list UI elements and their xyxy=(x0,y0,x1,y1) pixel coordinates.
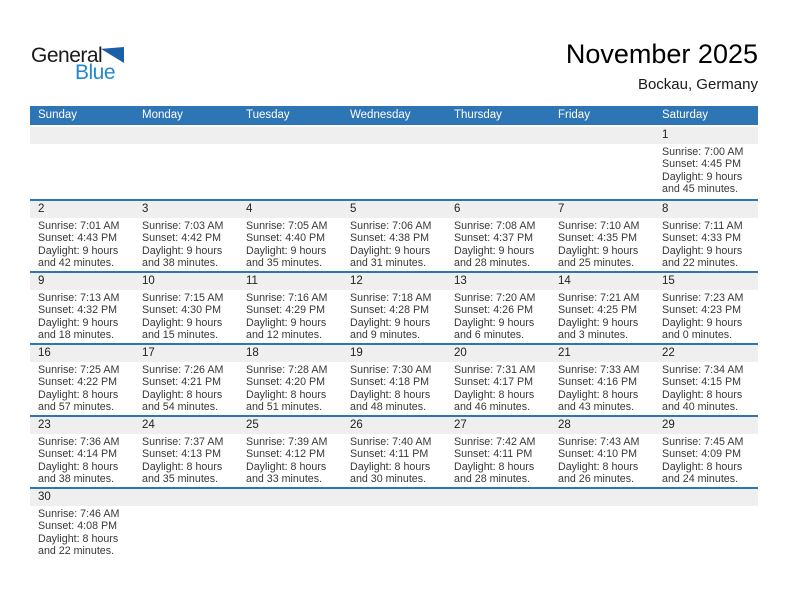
day-detail-line: and 43 minutes. xyxy=(558,401,635,414)
day-number xyxy=(238,489,342,506)
day-detail-line: and 22 minutes. xyxy=(38,545,115,558)
empty-day-cell xyxy=(550,127,654,199)
day-detail-line: Daylight: 8 hours xyxy=(454,388,535,401)
day-detail-line: and 25 minutes. xyxy=(558,257,635,270)
day-details xyxy=(342,434,446,486)
day-details xyxy=(654,434,758,486)
day-detail-line: and 9 minutes. xyxy=(350,329,421,342)
day-detail-line: Daylight: 8 hours xyxy=(38,460,119,473)
weekday-thursday: Thursday xyxy=(454,109,502,121)
day-cell xyxy=(550,273,654,343)
day-number xyxy=(238,127,342,144)
day-detail-line: Daylight: 8 hours xyxy=(142,460,223,473)
day-number xyxy=(550,127,654,144)
day-number: 23 xyxy=(30,417,134,434)
empty-day-cell xyxy=(342,489,446,559)
day-detail-line: Sunset: 4:10 PM xyxy=(558,448,638,461)
empty-day-cell xyxy=(446,127,550,199)
page-title: November 2025 xyxy=(565,39,758,69)
day-cell xyxy=(654,201,758,271)
day-detail-line: and 38 minutes. xyxy=(142,257,219,270)
day-number xyxy=(550,489,654,506)
day-details xyxy=(134,290,238,342)
day-cell xyxy=(654,345,758,415)
day-detail-line: Daylight: 9 hours xyxy=(38,244,119,257)
day-detail-line: Sunrise: 7:08 AM xyxy=(454,220,536,232)
day-detail-line: and 40 minutes. xyxy=(662,401,739,414)
day-number: 2 xyxy=(30,201,134,218)
day-details xyxy=(342,506,446,508)
day-detail-line: Sunrise: 7:40 AM xyxy=(350,436,432,448)
day-detail-line: and 24 minutes. xyxy=(662,473,739,486)
day-detail-line: Daylight: 8 hours xyxy=(350,388,431,401)
day-detail-line: Daylight: 8 hours xyxy=(38,532,119,545)
day-details xyxy=(550,506,654,508)
day-number xyxy=(134,127,238,144)
day-detail-line: Daylight: 9 hours xyxy=(662,170,743,183)
day-detail-line: and 42 minutes. xyxy=(38,257,115,270)
day-detail-line: and 38 minutes. xyxy=(38,473,115,486)
day-details xyxy=(654,362,758,414)
day-number: 3 xyxy=(134,201,238,218)
empty-day-cell xyxy=(238,489,342,559)
day-number xyxy=(30,127,134,144)
day-detail-line: Sunset: 4:32 PM xyxy=(38,304,118,317)
day-details xyxy=(238,362,342,414)
day-detail-line: Sunrise: 7:13 AM xyxy=(38,292,120,304)
day-details xyxy=(238,290,342,342)
day-detail-line: Sunset: 4:29 PM xyxy=(246,304,326,317)
day-cell xyxy=(446,273,550,343)
day-details xyxy=(134,506,238,508)
day-detail-line: Daylight: 9 hours xyxy=(558,244,639,257)
day-cell xyxy=(550,345,654,415)
day-detail-line: Daylight: 9 hours xyxy=(246,244,327,257)
day-detail-line: and 15 minutes. xyxy=(142,329,219,342)
day-detail-line: Sunrise: 7:06 AM xyxy=(350,220,432,232)
day-cell xyxy=(30,417,134,487)
day-detail-line: and 35 minutes. xyxy=(142,473,219,486)
day-cell xyxy=(342,273,446,343)
day-detail-line: Sunset: 4:28 PM xyxy=(350,304,430,317)
day-cell xyxy=(238,201,342,271)
day-detail-line: Sunset: 4:13 PM xyxy=(142,448,222,461)
day-detail-line: Sunset: 4:43 PM xyxy=(38,232,118,245)
day-details xyxy=(550,144,654,146)
day-cell xyxy=(238,417,342,487)
day-number xyxy=(342,489,446,506)
day-detail-line: Daylight: 8 hours xyxy=(350,460,431,473)
calendar-body xyxy=(30,127,758,559)
day-number: 1 xyxy=(654,127,758,144)
day-details xyxy=(238,144,342,146)
day-detail-line: Sunrise: 7:00 AM xyxy=(662,146,744,158)
day-number: 5 xyxy=(342,201,446,218)
day-detail-line: Sunset: 4:17 PM xyxy=(454,376,534,389)
day-cell xyxy=(134,345,238,415)
day-details xyxy=(238,218,342,270)
day-detail-line: Sunrise: 7:03 AM xyxy=(142,220,224,232)
day-detail-line: Sunrise: 7:45 AM xyxy=(662,436,744,448)
day-details xyxy=(446,290,550,342)
day-detail-line: Sunrise: 7:10 AM xyxy=(558,220,640,232)
weekday-friday: Friday xyxy=(558,109,590,121)
day-detail-line: Sunrise: 7:01 AM xyxy=(38,220,120,232)
day-cell xyxy=(30,489,134,559)
day-detail-line: and 48 minutes. xyxy=(350,401,427,414)
day-number: 25 xyxy=(238,417,342,434)
day-detail-line: Daylight: 8 hours xyxy=(246,460,327,473)
day-cell xyxy=(30,273,134,343)
day-number: 29 xyxy=(654,417,758,434)
day-details xyxy=(654,290,758,342)
day-detail-line: Sunrise: 7:37 AM xyxy=(142,436,224,448)
day-number: 21 xyxy=(550,345,654,362)
day-details xyxy=(134,218,238,270)
day-detail-line: Sunset: 4:11 PM xyxy=(350,448,429,461)
day-detail-line: Sunrise: 7:36 AM xyxy=(38,436,120,448)
day-detail-line: Sunrise: 7:20 AM xyxy=(454,292,536,304)
day-detail-line: and 51 minutes. xyxy=(246,401,323,414)
day-detail-line: Sunrise: 7:39 AM xyxy=(246,436,328,448)
day-number: 20 xyxy=(446,345,550,362)
day-cell xyxy=(342,201,446,271)
day-details xyxy=(342,218,446,270)
day-detail-line: Sunset: 4:09 PM xyxy=(662,448,742,461)
day-number: 13 xyxy=(446,273,550,290)
day-detail-line: Daylight: 9 hours xyxy=(558,316,639,329)
day-number: 10 xyxy=(134,273,238,290)
day-detail-line: and 31 minutes. xyxy=(350,257,427,270)
day-detail-line: and 22 minutes. xyxy=(662,257,739,270)
day-detail-line: Sunset: 4:22 PM xyxy=(38,376,118,389)
day-detail-line: Sunset: 4:23 PM xyxy=(662,304,742,317)
day-detail-line: Sunset: 4:45 PM xyxy=(662,158,742,171)
day-detail-line: Daylight: 9 hours xyxy=(454,316,535,329)
day-detail-line: Sunset: 4:08 PM xyxy=(38,520,118,533)
week-row xyxy=(30,343,758,415)
day-cell xyxy=(134,273,238,343)
day-number: 7 xyxy=(550,201,654,218)
empty-day-cell xyxy=(550,489,654,559)
day-detail-line: Sunset: 4:37 PM xyxy=(454,232,534,245)
day-number: 26 xyxy=(342,417,446,434)
day-number: 12 xyxy=(342,273,446,290)
day-number: 9 xyxy=(30,273,134,290)
day-cell xyxy=(654,273,758,343)
day-detail-line: and 28 minutes. xyxy=(454,473,531,486)
day-details xyxy=(550,290,654,342)
day-detail-line: Sunrise: 7:30 AM xyxy=(350,364,432,376)
day-cell xyxy=(654,127,758,199)
empty-day-cell xyxy=(238,127,342,199)
day-details xyxy=(550,218,654,270)
day-detail-line: Sunset: 4:15 PM xyxy=(662,376,742,389)
day-number: 14 xyxy=(550,273,654,290)
day-details xyxy=(550,434,654,486)
day-detail-line: Sunset: 4:11 PM xyxy=(454,448,533,461)
day-detail-line: Sunset: 4:30 PM xyxy=(142,304,222,317)
day-detail-line: Daylight: 8 hours xyxy=(38,388,119,401)
day-detail-line: and 33 minutes. xyxy=(246,473,323,486)
page-subtitle: Bockau, Germany xyxy=(637,76,758,93)
day-number: 8 xyxy=(654,201,758,218)
empty-day-cell xyxy=(134,127,238,199)
day-details xyxy=(30,218,134,270)
day-details xyxy=(342,144,446,146)
day-number xyxy=(446,127,550,144)
week-row xyxy=(30,487,758,559)
calendar xyxy=(30,106,758,559)
day-detail-line: Sunset: 4:20 PM xyxy=(246,376,326,389)
day-detail-line: Sunset: 4:40 PM xyxy=(246,232,326,245)
day-number: 6 xyxy=(446,201,550,218)
day-detail-line: and 46 minutes. xyxy=(454,401,531,414)
day-detail-line: Daylight: 8 hours xyxy=(662,460,743,473)
weekday-monday: Monday xyxy=(142,109,183,121)
weekday-saturday: Saturday xyxy=(662,109,709,121)
day-detail-line: Daylight: 9 hours xyxy=(142,244,223,257)
day-detail-line: Sunset: 4:35 PM xyxy=(558,232,638,245)
day-cell xyxy=(134,201,238,271)
day-detail-line: Sunrise: 7:18 AM xyxy=(350,292,432,304)
weekday-header-row xyxy=(30,106,758,125)
day-detail-line: and 57 minutes. xyxy=(38,401,115,414)
day-detail-line: Sunset: 4:18 PM xyxy=(350,376,430,389)
day-detail-line: Daylight: 9 hours xyxy=(662,316,743,329)
day-details xyxy=(446,144,550,146)
day-details xyxy=(550,362,654,414)
day-detail-line: Daylight: 9 hours xyxy=(454,244,535,257)
day-detail-line: Sunrise: 7:05 AM xyxy=(246,220,328,232)
day-detail-line: Sunrise: 7:23 AM xyxy=(662,292,744,304)
day-number xyxy=(342,127,446,144)
day-detail-line: Sunrise: 7:25 AM xyxy=(38,364,120,376)
day-detail-line: Daylight: 9 hours xyxy=(246,316,327,329)
day-detail-line: Daylight: 8 hours xyxy=(246,388,327,401)
weekday-sunday: Sunday xyxy=(38,109,78,121)
day-detail-line: and 12 minutes. xyxy=(246,329,323,342)
day-details xyxy=(446,362,550,414)
day-cell xyxy=(238,273,342,343)
day-details xyxy=(134,362,238,414)
day-detail-line: Sunset: 4:42 PM xyxy=(142,232,222,245)
day-number: 17 xyxy=(134,345,238,362)
day-details xyxy=(30,434,134,486)
day-detail-line: Daylight: 9 hours xyxy=(350,244,431,257)
day-number: 18 xyxy=(238,345,342,362)
day-detail-line: Sunset: 4:12 PM xyxy=(246,448,326,461)
day-number: 19 xyxy=(342,345,446,362)
day-detail-line: Sunset: 4:16 PM xyxy=(558,376,638,389)
day-number xyxy=(446,489,550,506)
day-detail-line: Sunset: 4:21 PM xyxy=(142,376,222,389)
day-cell xyxy=(238,345,342,415)
day-detail-line: Daylight: 8 hours xyxy=(558,388,639,401)
day-detail-line: and 30 minutes. xyxy=(350,473,427,486)
general-blue-logo xyxy=(31,44,171,86)
day-number: 22 xyxy=(654,345,758,362)
day-detail-line: Daylight: 8 hours xyxy=(454,460,535,473)
day-cell xyxy=(30,201,134,271)
day-detail-line: Sunrise: 7:34 AM xyxy=(662,364,744,376)
day-cell xyxy=(550,201,654,271)
day-detail-line: and 18 minutes. xyxy=(38,329,115,342)
day-cell xyxy=(342,345,446,415)
day-detail-line: Sunrise: 7:43 AM xyxy=(558,436,640,448)
day-details xyxy=(134,144,238,146)
day-number xyxy=(134,489,238,506)
empty-day-cell xyxy=(30,127,134,199)
day-details xyxy=(446,506,550,508)
day-details xyxy=(238,506,342,508)
empty-day-cell xyxy=(134,489,238,559)
day-detail-line: Sunset: 4:14 PM xyxy=(38,448,118,461)
logo-text-blue: Blue xyxy=(75,61,116,84)
day-cell xyxy=(446,417,550,487)
title-block xyxy=(566,38,758,93)
day-detail-line: and 0 minutes. xyxy=(662,329,733,342)
day-detail-line: Daylight: 9 hours xyxy=(662,244,743,257)
day-details xyxy=(654,506,758,508)
week-row xyxy=(30,271,758,343)
day-detail-line: and 35 minutes. xyxy=(246,257,323,270)
day-details xyxy=(30,290,134,342)
day-number: 11 xyxy=(238,273,342,290)
day-detail-line: Daylight: 9 hours xyxy=(142,316,223,329)
day-cell xyxy=(654,417,758,487)
day-cell xyxy=(342,417,446,487)
day-details xyxy=(238,434,342,486)
week-row xyxy=(30,415,758,487)
day-number: 24 xyxy=(134,417,238,434)
day-cell xyxy=(446,201,550,271)
empty-day-cell xyxy=(342,127,446,199)
day-detail-line: and 54 minutes. xyxy=(142,401,219,414)
day-detail-line: and 28 minutes. xyxy=(454,257,531,270)
day-number: 28 xyxy=(550,417,654,434)
day-number: 30 xyxy=(30,489,134,506)
day-detail-line: Sunrise: 7:28 AM xyxy=(246,364,328,376)
day-detail-line: Sunrise: 7:16 AM xyxy=(246,292,328,304)
day-detail-line: Daylight: 9 hours xyxy=(350,316,431,329)
day-details xyxy=(654,218,758,270)
day-detail-line: Sunrise: 7:42 AM xyxy=(454,436,536,448)
day-cell xyxy=(550,417,654,487)
day-detail-line: Sunset: 4:38 PM xyxy=(350,232,430,245)
empty-day-cell xyxy=(654,489,758,559)
day-detail-line: Sunrise: 7:15 AM xyxy=(142,292,224,304)
day-number: 15 xyxy=(654,273,758,290)
day-detail-line: Daylight: 8 hours xyxy=(662,388,743,401)
day-details xyxy=(30,144,134,146)
day-number: 16 xyxy=(30,345,134,362)
day-detail-line: and 45 minutes. xyxy=(662,183,739,196)
day-detail-line: and 3 minutes. xyxy=(558,329,629,342)
day-detail-line: Sunrise: 7:31 AM xyxy=(454,364,536,376)
weekday-wednesday: Wednesday xyxy=(350,109,411,121)
day-detail-line: Sunset: 4:26 PM xyxy=(454,304,534,317)
day-number: 4 xyxy=(238,201,342,218)
day-number xyxy=(654,489,758,506)
day-detail-line: Daylight: 9 hours xyxy=(38,316,119,329)
day-detail-line: Daylight: 8 hours xyxy=(142,388,223,401)
day-detail-line: Sunset: 4:33 PM xyxy=(662,232,742,245)
day-details xyxy=(342,362,446,414)
day-details xyxy=(654,144,758,196)
logo-text-general: General xyxy=(31,44,103,67)
day-details xyxy=(446,218,550,270)
day-details xyxy=(446,434,550,486)
week-row xyxy=(30,127,758,199)
day-detail-line: and 26 minutes. xyxy=(558,473,635,486)
day-details xyxy=(30,506,134,558)
empty-day-cell xyxy=(446,489,550,559)
day-details xyxy=(134,434,238,486)
day-cell xyxy=(30,345,134,415)
day-detail-line: Sunrise: 7:11 AM xyxy=(662,220,743,232)
day-detail-line: Sunrise: 7:26 AM xyxy=(142,364,224,376)
day-detail-line: Sunrise: 7:33 AM xyxy=(558,364,640,376)
day-detail-line: Sunset: 4:25 PM xyxy=(558,304,638,317)
day-cell xyxy=(134,417,238,487)
day-details xyxy=(30,362,134,414)
day-detail-line: Sunrise: 7:21 AM xyxy=(558,292,640,304)
weekday-tuesday: Tuesday xyxy=(246,109,290,121)
day-details xyxy=(342,290,446,342)
day-number: 27 xyxy=(446,417,550,434)
day-detail-line: Daylight: 8 hours xyxy=(558,460,639,473)
day-detail-line: Sunrise: 7:46 AM xyxy=(38,508,120,520)
day-cell xyxy=(446,345,550,415)
day-detail-line: and 6 minutes. xyxy=(454,329,525,342)
week-row xyxy=(30,199,758,271)
